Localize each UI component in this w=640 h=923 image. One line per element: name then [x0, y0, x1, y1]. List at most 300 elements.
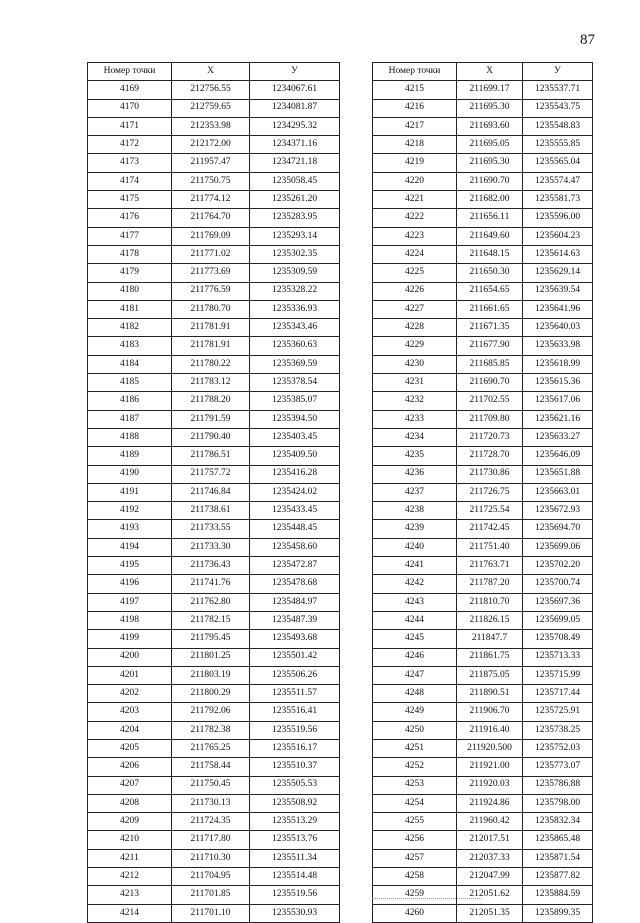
table-row: [88, 849, 340, 867]
cell-point-number: 4260: [373, 904, 457, 922]
cell-point-number: 4217: [373, 117, 457, 135]
table-row: [88, 739, 340, 757]
cell-x: 212047.99: [457, 868, 523, 886]
cell-y: 1235302.35: [250, 245, 340, 263]
cell-x: 211776.59: [172, 282, 250, 300]
table-row: [373, 99, 593, 117]
cell-y: 1235832.34: [523, 813, 593, 831]
cell-x: 211780.22: [172, 355, 250, 373]
table-row: [88, 465, 340, 483]
cell-x: 211781.91: [172, 337, 250, 355]
cell-y: 1235672.93: [523, 502, 593, 520]
table-row: [373, 428, 593, 446]
cell-x: 211720.73: [457, 428, 523, 446]
table-row: [88, 758, 340, 776]
cell-point-number: 4211: [88, 849, 172, 867]
cell-x: 211726.75: [457, 483, 523, 501]
cell-y: 1235604.23: [523, 227, 593, 245]
cell-y: 1235708.49: [523, 630, 593, 648]
cell-x: 211790.40: [172, 428, 250, 446]
table-row: [373, 886, 593, 904]
cell-y: 1235283.95: [250, 209, 340, 227]
cell-point-number: 4187: [88, 410, 172, 428]
table-header-row: [88, 63, 340, 81]
table-row: [373, 758, 593, 776]
cell-x: 211695.05: [457, 136, 523, 154]
table-row: [373, 136, 593, 154]
cell-y: 1235519.56: [250, 886, 340, 904]
table-row: [373, 209, 593, 227]
table-row: [373, 447, 593, 465]
cell-point-number: 4180: [88, 282, 172, 300]
cell-y: 1235309.59: [250, 264, 340, 282]
cell-x: 211920.03: [457, 776, 523, 794]
cell-point-number: 4227: [373, 300, 457, 318]
table-row: [373, 813, 593, 831]
header-y: У: [250, 63, 340, 81]
cell-point-number: 4218: [373, 136, 457, 154]
cell-y: 1235487.39: [250, 611, 340, 629]
cell-x: 211742.45: [457, 520, 523, 538]
cell-point-number: 4198: [88, 611, 172, 629]
table-row: [373, 502, 593, 520]
table-row: [88, 520, 340, 538]
cell-y: 1234371.16: [250, 136, 340, 154]
cell-y: 1235513.76: [250, 831, 340, 849]
table-row: [88, 337, 340, 355]
table-row: [88, 355, 340, 373]
cell-x: 211725.54: [457, 502, 523, 520]
cell-x: 211750.75: [172, 172, 250, 190]
cell-x: 211751.40: [457, 538, 523, 556]
cell-point-number: 4200: [88, 648, 172, 666]
cell-y: 1235773.07: [523, 758, 593, 776]
cell-y: 1235511.57: [250, 685, 340, 703]
table-row: [373, 154, 593, 172]
table-row: [88, 245, 340, 263]
table-row: [373, 172, 593, 190]
cell-point-number: 4236: [373, 465, 457, 483]
cell-y: 1235877.82: [523, 868, 593, 886]
table-row: [88, 81, 340, 99]
cell-y: 1235058.45: [250, 172, 340, 190]
cell-y: 1235715.99: [523, 666, 593, 684]
cell-x: 211690.70: [457, 374, 523, 392]
cell-x: 211786.51: [172, 447, 250, 465]
table-row: [88, 776, 340, 794]
cell-point-number: 4249: [373, 703, 457, 721]
cell-point-number: 4234: [373, 428, 457, 446]
cell-point-number: 4255: [373, 813, 457, 831]
cell-x: 212172.00: [172, 136, 250, 154]
cell-x: 211792.06: [172, 703, 250, 721]
cell-x: 211699.17: [457, 81, 523, 99]
table-row: [88, 868, 340, 886]
cell-point-number: 4189: [88, 447, 172, 465]
cell-point-number: 4233: [373, 410, 457, 428]
table-row: [373, 355, 593, 373]
cell-y: 1235798.00: [523, 794, 593, 812]
scan-artifact-line: [372, 898, 482, 899]
cell-point-number: 4171: [88, 117, 172, 135]
cell-y: 1235336.93: [250, 300, 340, 318]
cell-x: 211709.80: [457, 410, 523, 428]
cell-point-number: 4230: [373, 355, 457, 373]
cell-point-number: 4185: [88, 374, 172, 392]
table-row: [88, 99, 340, 117]
table-row: [88, 447, 340, 465]
table-row: [88, 483, 340, 501]
table-row: [88, 666, 340, 684]
cell-y: 1235478.68: [250, 575, 340, 593]
table-row: [88, 191, 340, 209]
table-row: [373, 520, 593, 538]
cell-x: 211704.95: [172, 868, 250, 886]
page-number: 87: [580, 32, 595, 48]
cell-x: 211803.19: [172, 666, 250, 684]
cell-y: 1235633.27: [523, 428, 593, 446]
table-row: [88, 593, 340, 611]
cell-x: 211769.09: [172, 227, 250, 245]
cell-x: 211730.13: [172, 794, 250, 812]
cell-point-number: 4210: [88, 831, 172, 849]
cell-x: 211701.10: [172, 904, 250, 922]
cell-x: 211661.65: [457, 300, 523, 318]
cell-y: 1235871.54: [523, 849, 593, 867]
table-row: [373, 794, 593, 812]
cell-point-number: 4258: [373, 868, 457, 886]
cell-point-number: 4186: [88, 392, 172, 410]
cell-y: 1235614.63: [523, 245, 593, 263]
cell-x: 212051.35: [457, 904, 523, 922]
cell-y: 1235378.54: [250, 374, 340, 392]
cell-y: 1235694.70: [523, 520, 593, 538]
table-row: [88, 374, 340, 392]
cell-point-number: 4222: [373, 209, 457, 227]
cell-x: 211800.29: [172, 685, 250, 703]
table-row: [88, 557, 340, 575]
table-row: [373, 703, 593, 721]
cell-point-number: 4213: [88, 886, 172, 904]
cell-y: 1235574.47: [523, 172, 593, 190]
table-row: [88, 172, 340, 190]
cell-x: 211782.15: [172, 611, 250, 629]
cell-y: 1235360.63: [250, 337, 340, 355]
cell-point-number: 4229: [373, 337, 457, 355]
cell-y: 1235513.29: [250, 813, 340, 831]
table-row: [373, 904, 593, 922]
cell-x: 211685.85: [457, 355, 523, 373]
cell-y: 1235555.85: [523, 136, 593, 154]
table-row: [88, 264, 340, 282]
cell-point-number: 4239: [373, 520, 457, 538]
table-row: [373, 483, 593, 501]
cell-point-number: 4225: [373, 264, 457, 282]
cell-x: 211957.47: [172, 154, 250, 172]
cell-point-number: 4206: [88, 758, 172, 776]
cell-point-number: 4178: [88, 245, 172, 263]
table-row: [373, 337, 593, 355]
cell-point-number: 4190: [88, 465, 172, 483]
cell-x: 211795.45: [172, 630, 250, 648]
cell-point-number: 4182: [88, 319, 172, 337]
cell-x: 211746.84: [172, 483, 250, 501]
cell-y: 1235639.54: [523, 282, 593, 300]
cell-x: 211921.00: [457, 758, 523, 776]
table-row: [88, 502, 340, 520]
coordinates-table-left: [87, 62, 340, 923]
cell-x: 211906.70: [457, 703, 523, 721]
cell-y: 1235511.34: [250, 849, 340, 867]
cell-point-number: 4188: [88, 428, 172, 446]
cell-y: 1235786.88: [523, 776, 593, 794]
cell-point-number: 4179: [88, 264, 172, 282]
cell-x: 211810.70: [457, 593, 523, 611]
cell-point-number: 4238: [373, 502, 457, 520]
cell-point-number: 4252: [373, 758, 457, 776]
cell-x: 212051.62: [457, 886, 523, 904]
cell-y: 1235621.16: [523, 410, 593, 428]
cell-x: 211764.70: [172, 209, 250, 227]
cell-point-number: 4231: [373, 374, 457, 392]
table-row: [88, 630, 340, 648]
cell-x: 211654.65: [457, 282, 523, 300]
cell-y: 1235293.14: [250, 227, 340, 245]
table-row: [373, 410, 593, 428]
table-row: [88, 319, 340, 337]
table-row: [88, 136, 340, 154]
cell-x: 211738.61: [172, 502, 250, 520]
cell-x: 211656.11: [457, 209, 523, 227]
cell-point-number: 4248: [373, 685, 457, 703]
table-row: [373, 849, 593, 867]
cell-y: 1235697.36: [523, 593, 593, 611]
cell-y: 1235506.26: [250, 666, 340, 684]
table-row: [373, 611, 593, 629]
cell-point-number: 4257: [373, 849, 457, 867]
cell-x: 211650.30: [457, 264, 523, 282]
cell-x: 211733.55: [172, 520, 250, 538]
table-row: [88, 611, 340, 629]
table-row: [373, 666, 593, 684]
table-row: [88, 794, 340, 812]
cell-point-number: 4201: [88, 666, 172, 684]
table-row: [373, 117, 593, 135]
cell-x: 211728.70: [457, 447, 523, 465]
cell-y: 1235581.73: [523, 191, 593, 209]
table-row: [373, 575, 593, 593]
table-row: [373, 300, 593, 318]
cell-point-number: 4256: [373, 831, 457, 849]
cell-x: 211801.25: [172, 648, 250, 666]
cell-y: 1235699.05: [523, 611, 593, 629]
cell-y: 1235519.56: [250, 721, 340, 739]
cell-x: 211791.59: [172, 410, 250, 428]
cell-y: 1235548.83: [523, 117, 593, 135]
table-row: [88, 813, 340, 831]
cell-point-number: 4245: [373, 630, 457, 648]
cell-point-number: 4235: [373, 447, 457, 465]
cell-point-number: 4174: [88, 172, 172, 190]
cell-point-number: 4199: [88, 630, 172, 648]
table-row: [373, 374, 593, 392]
cell-y: 1235618.99: [523, 355, 593, 373]
cell-y: 1235543.75: [523, 99, 593, 117]
cell-x: 211693.60: [457, 117, 523, 135]
cell-y: 1235663.01: [523, 483, 593, 501]
cell-point-number: 4224: [373, 245, 457, 263]
cell-y: 1235717.44: [523, 685, 593, 703]
cell-point-number: 4253: [373, 776, 457, 794]
cell-point-number: 4169: [88, 81, 172, 99]
cell-x: 211780.70: [172, 300, 250, 318]
cell-y: 1235261.20: [250, 191, 340, 209]
cell-point-number: 4204: [88, 721, 172, 739]
header-x: X: [457, 63, 523, 81]
cell-x: 211924.86: [457, 794, 523, 812]
table-row: [88, 904, 340, 922]
table-row: [88, 685, 340, 703]
cell-point-number: 4243: [373, 593, 457, 611]
cell-point-number: 4208: [88, 794, 172, 812]
cell-y: 1235409.50: [250, 447, 340, 465]
table-row: [373, 593, 593, 611]
table-row: [88, 209, 340, 227]
table-row: [373, 245, 593, 263]
table-row: [373, 282, 593, 300]
cell-x: 211730.86: [457, 465, 523, 483]
cell-point-number: 4221: [373, 191, 457, 209]
cell-point-number: 4220: [373, 172, 457, 190]
cell-x: 212756.55: [172, 81, 250, 99]
cell-point-number: 4223: [373, 227, 457, 245]
table-row: [88, 538, 340, 556]
cell-point-number: 4184: [88, 355, 172, 373]
cell-y: 1235516.17: [250, 739, 340, 757]
cell-point-number: 4195: [88, 557, 172, 575]
table-row: [373, 739, 593, 757]
cell-point-number: 4193: [88, 520, 172, 538]
header-point-number: Номер точки: [88, 63, 172, 81]
cell-point-number: 4226: [373, 282, 457, 300]
cell-x: 211724.35: [172, 813, 250, 831]
cell-point-number: 4241: [373, 557, 457, 575]
cell-y: 1235530.93: [250, 904, 340, 922]
table-row: [373, 776, 593, 794]
cell-point-number: 4176: [88, 209, 172, 227]
cell-point-number: 4192: [88, 502, 172, 520]
cell-x: 211741.76: [172, 575, 250, 593]
cell-point-number: 4183: [88, 337, 172, 355]
cell-point-number: 4219: [373, 154, 457, 172]
cell-y: 1235508.92: [250, 794, 340, 812]
cell-y: 1235629.14: [523, 264, 593, 282]
cell-y: 1234081.87: [250, 99, 340, 117]
cell-point-number: 4181: [88, 300, 172, 318]
table-row: [373, 538, 593, 556]
cell-x: 211875.05: [457, 666, 523, 684]
cell-point-number: 4228: [373, 319, 457, 337]
cell-point-number: 4205: [88, 739, 172, 757]
cell-y: 1235510.37: [250, 758, 340, 776]
table-row: [373, 264, 593, 282]
header-y: У: [523, 63, 593, 81]
cell-point-number: 4242: [373, 575, 457, 593]
table-row: [88, 300, 340, 318]
cell-x: 212353.98: [172, 117, 250, 135]
cell-x: 211695.30: [457, 154, 523, 172]
cell-x: 211702.55: [457, 392, 523, 410]
cell-x: 211920.500: [457, 739, 523, 757]
cell-y: 1235641.96: [523, 300, 593, 318]
cell-x: 211826.15: [457, 611, 523, 629]
table-row: [373, 868, 593, 886]
cell-x: 211736.43: [172, 557, 250, 575]
cell-y: 1235646.09: [523, 447, 593, 465]
cell-point-number: 4232: [373, 392, 457, 410]
cell-y: 1235752.03: [523, 739, 593, 757]
cell-point-number: 4259: [373, 886, 457, 904]
cell-y: 1235537.71: [523, 81, 593, 99]
table-row: [88, 428, 340, 446]
cell-y: 1235899.35: [523, 904, 593, 922]
cell-x: 211677.90: [457, 337, 523, 355]
cell-x: 211783.12: [172, 374, 250, 392]
cell-point-number: 4244: [373, 611, 457, 629]
cell-point-number: 4212: [88, 868, 172, 886]
table-row: [88, 831, 340, 849]
cell-x: 211733.30: [172, 538, 250, 556]
cell-y: 1234067.61: [250, 81, 340, 99]
cell-x: 211763.71: [457, 557, 523, 575]
table-row: [373, 721, 593, 739]
cell-y: 1235865.48: [523, 831, 593, 849]
table-row: [88, 410, 340, 428]
cell-point-number: 4250: [373, 721, 457, 739]
header-point-number: Номер точки: [373, 63, 457, 81]
cell-x: 211649.60: [457, 227, 523, 245]
cell-point-number: 4194: [88, 538, 172, 556]
cell-point-number: 4175: [88, 191, 172, 209]
cell-y: 1235394.50: [250, 410, 340, 428]
cell-point-number: 4177: [88, 227, 172, 245]
cell-x: 211861.75: [457, 648, 523, 666]
cell-y: 1235501.42: [250, 648, 340, 666]
cell-point-number: 4197: [88, 593, 172, 611]
cell-x: 211787.20: [457, 575, 523, 593]
cell-y: 1235505.53: [250, 776, 340, 794]
cell-x: 211762.80: [172, 593, 250, 611]
cell-y: 1235615.36: [523, 374, 593, 392]
cell-x: 211717.80: [172, 831, 250, 849]
cell-point-number: 4203: [88, 703, 172, 721]
cell-x: 211710.30: [172, 849, 250, 867]
cell-x: 211765.25: [172, 739, 250, 757]
cell-point-number: 4196: [88, 575, 172, 593]
cell-x: 211771.02: [172, 245, 250, 263]
cell-point-number: 4216: [373, 99, 457, 117]
cell-x: 211701.85: [172, 886, 250, 904]
table-row: [88, 282, 340, 300]
table-row: [88, 575, 340, 593]
cell-x: 211847.7: [457, 630, 523, 648]
table-row: [88, 117, 340, 135]
cell-y: 1235385.07: [250, 392, 340, 410]
cell-point-number: 4246: [373, 648, 457, 666]
cell-y: 1235596.00: [523, 209, 593, 227]
cell-point-number: 4214: [88, 904, 172, 922]
cell-y: 1235884.59: [523, 886, 593, 904]
